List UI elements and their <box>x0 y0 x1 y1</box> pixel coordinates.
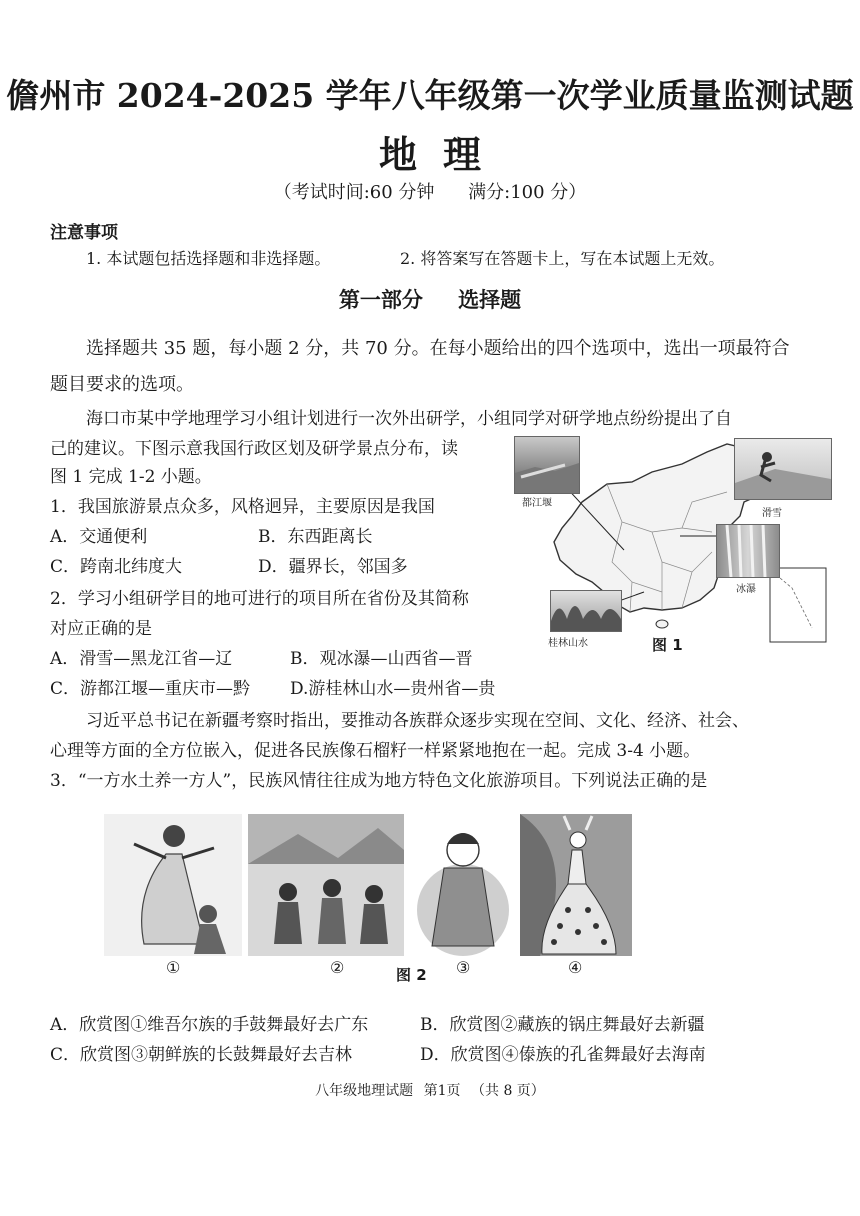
note-item-2: 2. 将答案写在答题卡上，写在本试题上无效。 <box>400 249 725 268</box>
korean-drum-dance-illustration <box>412 814 514 956</box>
dai-peacock-dance-illustration <box>520 814 632 956</box>
figure-2-image-3 <box>412 814 514 956</box>
note-item-1: 1. 本试题包括选择题和非选择题。 <box>86 249 331 268</box>
page-footer <box>0 1080 860 1100</box>
full-score: 满分:100 分） <box>468 182 587 203</box>
figure-2-number-1: ① <box>166 958 181 977</box>
footer-page-number: 第1页 <box>423 1083 461 1099</box>
question-2-stem-line-1: 2．学习小组研学目的地可进行的项目所在省份及其简称 <box>50 589 469 609</box>
exam-time: （考试时间:60 分钟 <box>273 182 435 203</box>
figure-1-map <box>512 432 834 654</box>
part-intro-line-2: 题目要求的选项。 <box>50 374 194 395</box>
passage-2-line-1: 习近平总书记在新疆考察时指出，要推动各族群众逐步实现在空间、文化、经济、社会、 <box>86 711 749 731</box>
label-skiing: 滑雪 <box>762 508 782 519</box>
part-one-title <box>0 284 860 314</box>
figure-2-number-4: ④ <box>568 958 583 977</box>
label-guilin: 桂林山水 <box>548 638 588 649</box>
question-2-option-b: B．观冰瀑—山西省—晋 <box>290 649 473 669</box>
question-2-option-d: D.游桂林山水—贵州省—贵 <box>290 679 496 699</box>
icefall-image <box>717 525 779 577</box>
footer-exam-name: 八年级地理试题 <box>315 1083 414 1099</box>
passage-1-line-1: 海口市某中学地理学习小组计划进行一次外出研学，小组同学对研学地点纷纷提出了自 <box>86 409 732 429</box>
question-3-stem: 3．“一方水土养一方人”，民族风情往往成为地方特色文化旅游项目。下列说法正确的是 <box>50 771 708 791</box>
passage-2-line-2: 心理等方面的全方位嵌入，促进各民族像石榴籽一样紧紧地抱在一起。完成 3-4 小题。 <box>50 741 701 761</box>
question-1-option-a: A．交通便利 <box>50 527 148 547</box>
uyghur-dance-illustration <box>104 814 242 956</box>
label-dujiangyan: 都江堰 <box>522 498 552 509</box>
passage-1-line-3: 图 1 完成 1-2 小题。 <box>50 467 212 487</box>
footer-total-pages: （共 8 页） <box>471 1083 545 1099</box>
figure-2-image-2 <box>248 814 404 956</box>
photo-skiing <box>734 438 832 500</box>
question-1-option-b: B．东西距离长 <box>258 527 373 547</box>
guilin-image <box>551 591 621 631</box>
question-2-option-c: C．游都江堰—重庆市—黔 <box>50 679 251 699</box>
passage-1-line-2: 己的建议。下图示意我国行政区划及研学景点分布，读 <box>50 439 458 459</box>
tibetan-dance-illustration <box>248 814 404 956</box>
photo-guilin <box>550 590 622 632</box>
hainan-island <box>656 620 668 628</box>
question-1-option-d: D．疆界长，邻国多 <box>258 557 408 577</box>
figure-2-number-3: ③ <box>456 958 471 977</box>
question-2-option-a: A．滑雪—黑龙江省—辽 <box>50 649 233 669</box>
question-3-option-a: A．欣赏图①维吾尔族的手鼓舞最好去广东 <box>50 1015 369 1035</box>
question-3-option-d: D．欣赏图④傣族的孔雀舞最好去海南 <box>420 1045 706 1065</box>
part-intro-line-1: 选择题共 35 题，每小题 2 分，共 70 分。在每小题给出的四个选项中，选出一项最符合 <box>86 338 790 359</box>
south-china-sea-inset <box>770 568 826 642</box>
part-one-label: 第一部分 <box>338 288 423 312</box>
figure-2-label: 图 2 <box>396 966 427 984</box>
question-1-option-c: C．跨南北纬度大 <box>50 557 183 577</box>
question-2-stem-line-2: 对应正确的是 <box>50 619 152 639</box>
notes-heading: 注意事项 <box>50 223 118 243</box>
question-1-stem: 1．我国旅游景点众多，风格迥异，主要原因是我国 <box>50 497 435 517</box>
label-icefall: 冰瀑 <box>736 584 756 595</box>
question-3-option-c: C．欣赏图③朝鲜族的长鼓舞最好去吉林 <box>50 1045 353 1065</box>
figure-2-number-2: ② <box>330 958 345 977</box>
dujiangyan-image <box>515 437 579 493</box>
part-one-name: 选择题 <box>458 288 522 312</box>
figure-1-label: 图 1 <box>652 636 683 654</box>
figure-2-image-1 <box>104 814 242 956</box>
subject-title: 地理 <box>378 132 507 177</box>
exam-title: 儋州市 2024-2025 学年八年级第一次学业质量监测试题 <box>6 76 854 115</box>
photo-dujiangyan <box>514 436 580 494</box>
figure-2-image-4 <box>520 814 632 956</box>
photo-icefall <box>716 524 780 578</box>
exam-info <box>0 178 860 204</box>
question-3-option-b: B．欣赏图②藏族的锅庄舞最好去新疆 <box>420 1015 705 1035</box>
skiing-image <box>735 439 831 499</box>
